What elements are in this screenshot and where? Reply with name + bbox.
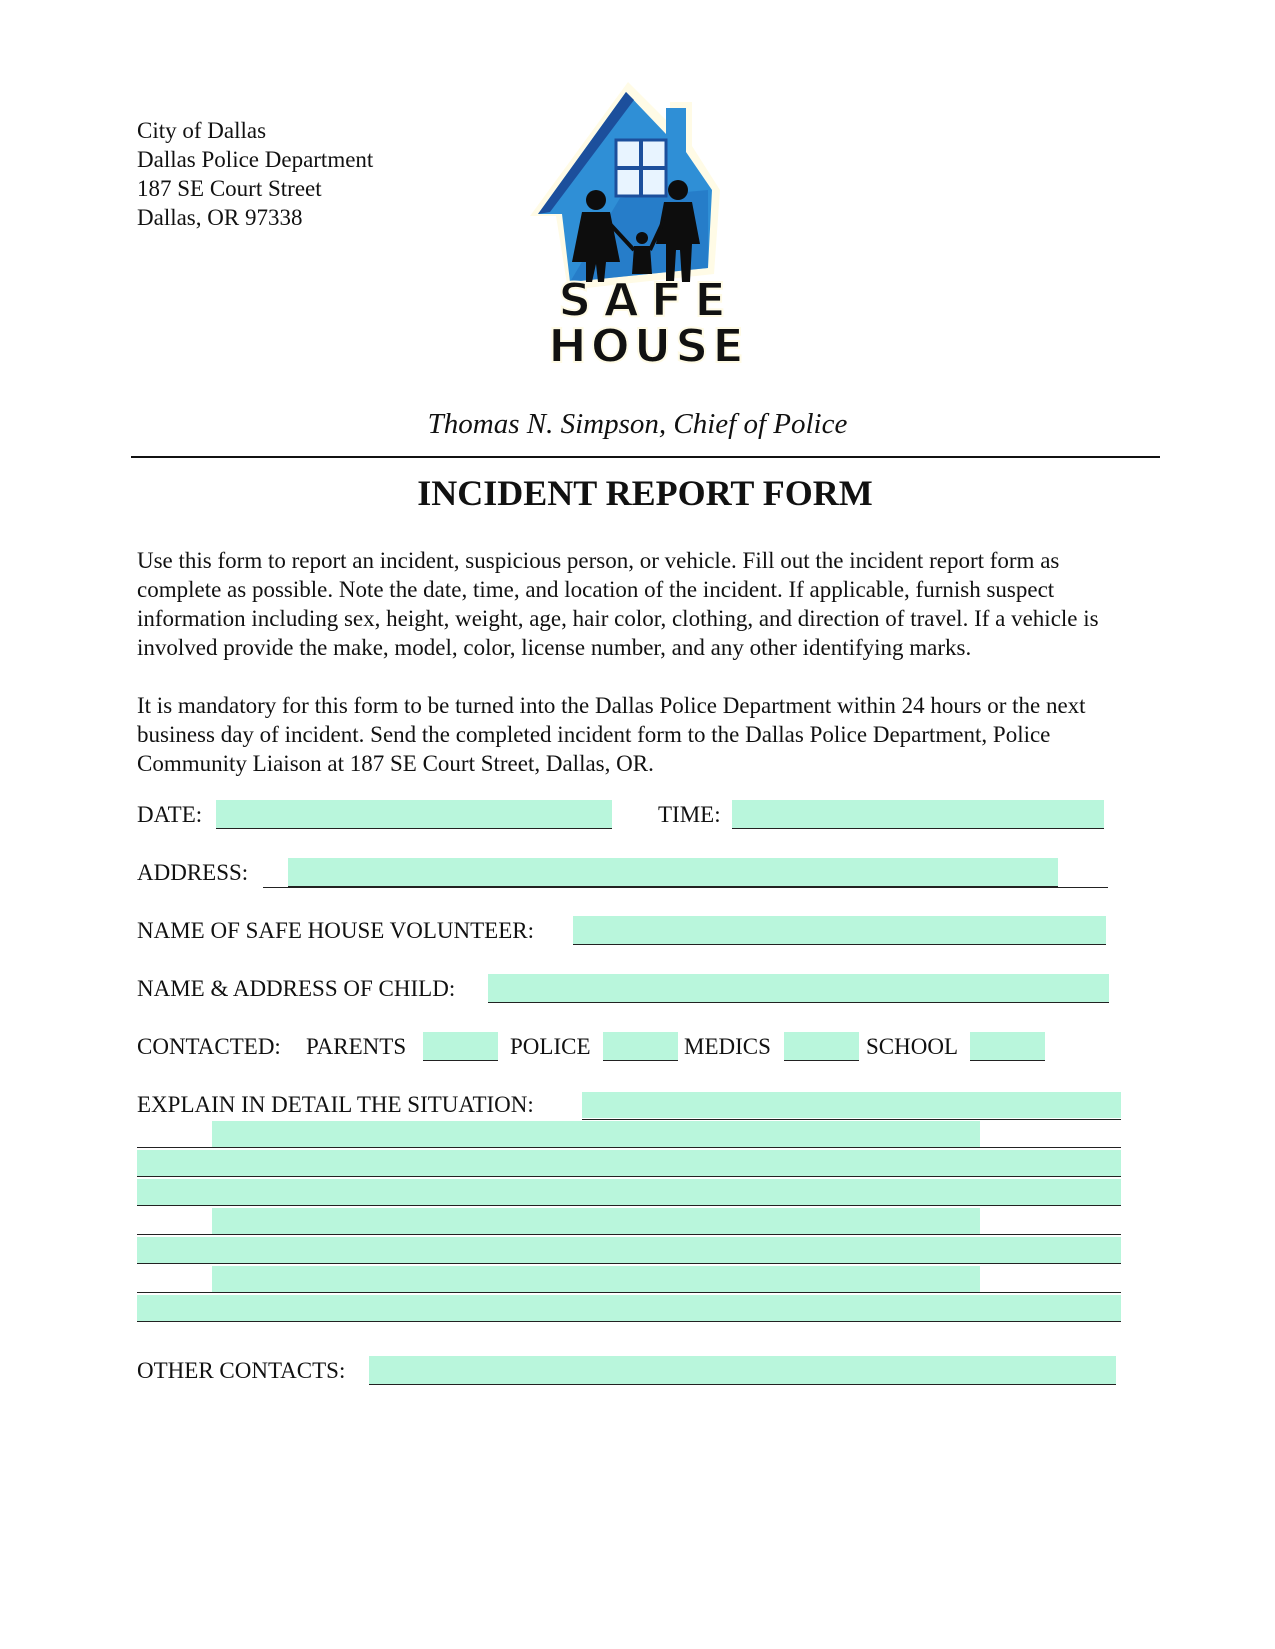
medics-label: MEDICS — [684, 1034, 771, 1059]
explain-line[interactable] — [137, 1206, 1121, 1235]
header-divider — [131, 456, 1160, 458]
address-line-2: Dallas Police Department — [137, 147, 374, 172]
address-line-4: Dallas, OR 97338 — [137, 205, 303, 230]
police-label: POLICE — [510, 1034, 591, 1059]
police-field[interactable] — [603, 1032, 678, 1061]
address-line-1: City of Dallas — [137, 118, 267, 143]
intro-paragraph-2: It is mandatory for this form to be turned into the Dallas Police Department within 24 hours or the next business day of incident. Send the completed incident form to the Dallas Police Department, Police Community Liaison at 187 SE Court Street, Dallas, OR. — [137, 693, 1086, 776]
volunteer-name-field[interactable] — [573, 916, 1106, 945]
explain-line[interactable] — [137, 1264, 1121, 1293]
parents-field[interactable] — [423, 1032, 498, 1061]
address-underline — [263, 887, 1108, 888]
safe-house-logo — [520, 78, 780, 382]
time-label: TIME: — [658, 802, 721, 827]
explain-line[interactable] — [137, 1177, 1121, 1206]
contacted-label: CONTACTED: — [137, 1034, 281, 1059]
parents-label: PARENTS — [306, 1034, 407, 1059]
school-label: SCHOOL — [866, 1034, 959, 1059]
explain-line[interactable] — [137, 1119, 1121, 1148]
logo-text-house: HOUSE — [548, 319, 748, 373]
school-field[interactable] — [970, 1032, 1045, 1061]
logo-text-safe: SAFE — [558, 273, 738, 327]
explain-line[interactable] — [137, 1293, 1121, 1322]
explain-line[interactable] — [137, 1148, 1121, 1177]
medics-field[interactable] — [784, 1032, 859, 1061]
date-label: DATE: — [137, 802, 203, 827]
other-contacts-field[interactable] — [369, 1356, 1116, 1385]
child-name-address-field[interactable] — [488, 974, 1109, 1003]
department-address — [137, 116, 373, 232]
volunteer-label: NAME OF SAFE HOUSE VOLUNTEER: — [137, 918, 534, 943]
page-title: INCIDENT REPORT FORM — [417, 473, 873, 513]
other-contacts-label: OTHER CONTACTS: — [137, 1358, 346, 1383]
intro-paragraph-1: Use this form to report an incident, suspicious person, or vehicle. Fill out the incident report form as complete as possible. Note the date, time, and location of the incident. If applicable, furnish suspect information including sex, height, weight, age, hair color, clothing, and direction of travel. If a vehicle is involved provide the make, model, color, license number, and any other identifying marks. — [137, 548, 1099, 660]
address-line-3: 187 SE Court Street — [137, 176, 322, 201]
address-field[interactable] — [288, 858, 1058, 887]
time-field[interactable] — [732, 800, 1104, 829]
address-label: ADDRESS: — [137, 860, 249, 885]
explain-label: EXPLAIN IN DETAIL THE SITUATION: — [137, 1092, 534, 1117]
child-label: NAME & ADDRESS OF CHILD: — [137, 976, 456, 1001]
explain-line[interactable] — [137, 1235, 1121, 1264]
date-field[interactable] — [216, 800, 612, 829]
chief-of-police: Thomas N. Simpson, Chief of Police — [427, 408, 848, 440]
